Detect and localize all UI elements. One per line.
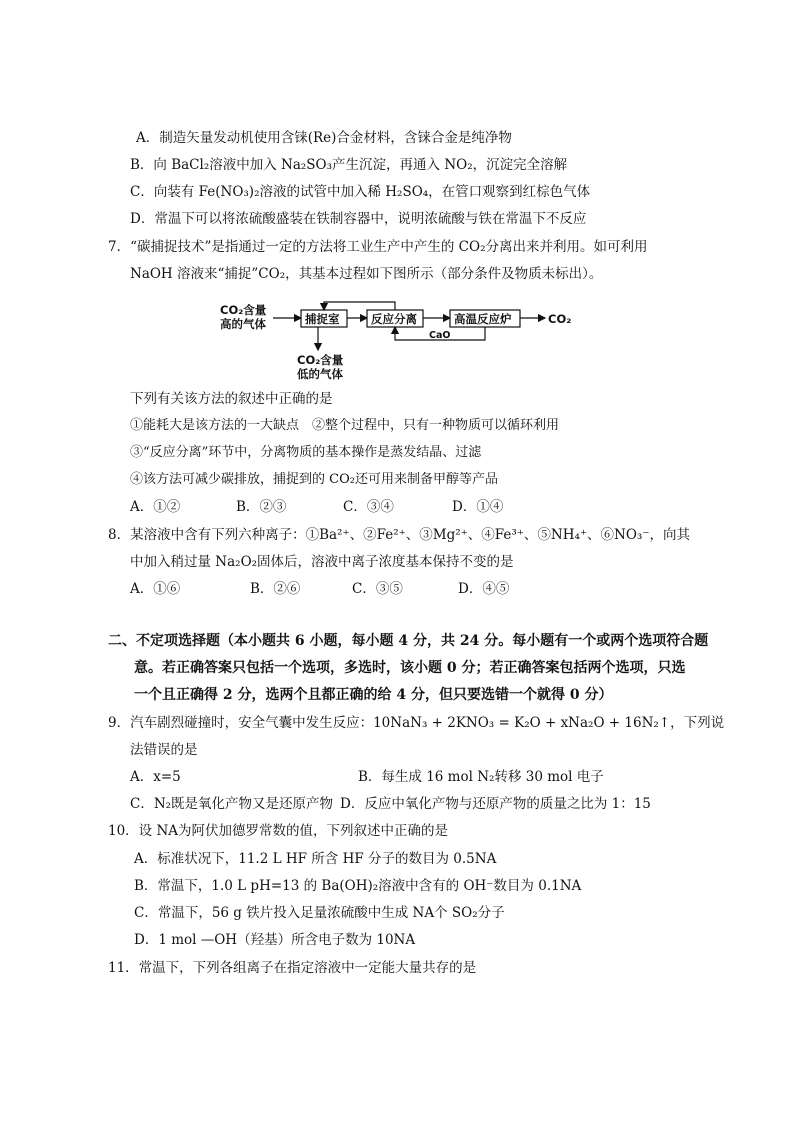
capture-chamber-label: 捕捉室 <box>305 312 340 326</box>
q9-option-c: C．N₂既是氧化产物又是还原产物 <box>130 796 334 812</box>
q6-option-d: D．常温下可以将浓硫酸盛装在铁制容器中，说明浓硫酸与铁在常温下不反应 <box>130 211 587 227</box>
q6-option-a: A．制造矢量发动机使用含铼(Re)合金材料，含铼合金是纯净物 <box>136 130 512 146</box>
q6-option-b: B．向 BaCl₂溶液中加入 Na₂SO₃产生沉淀，再通入 NO₂，沉淀完全溶解 <box>130 157 568 173</box>
recycle-arrow-top <box>324 302 395 310</box>
q7-stem-line1: 7．“碳捕捉技术”是指通过一定的方法将工业生产中产生的 CO₂分离出来并利用。如可利用 <box>108 239 648 255</box>
q6-option-c: C．向装有 Fe(NO₃)₂溶液的试管中加入稀 H₂SO₄，在管口观察到红棕色气体 <box>130 184 591 200</box>
q8-stem-line1: 8．某溶液中含有下列六种离子：①Ba²⁺、②Fe²⁺、③Mg²⁺、④Fe³⁺、⑤NH₄⁺、⑥NO₃⁻，向其 <box>108 527 690 543</box>
q10-option-b: B．常温下，1.0 L pH=13 的 Ba(OH)₂溶液中含有的 OH⁻数目为 0.1NA <box>134 878 582 894</box>
q7-statement-4: ④该方法可减少碳排放，捕捉到的 CO₂还可用来制备甲醇等产品 <box>130 472 498 487</box>
q7-statement-3: ③“反应分离”环节中，分离物质的基本操作是蒸发结晶、过滤 <box>130 445 482 460</box>
high-temp-furnace-label: 高温反应炉 <box>454 312 512 326</box>
q9-option-a: A．x=5 <box>130 769 181 785</box>
q11-stem: 11．常温下，下列各组离子在指定溶液中一定能大量共存的是 <box>108 960 477 976</box>
reaction-separation-label: 反应分离 <box>371 312 417 326</box>
q10-option-d: D．1 mol —OH（羟基）所含电子数为 10NA <box>134 932 416 948</box>
q10-stem: 10．设 NA为阿伏加德罗常数的值，下列叙述中正确的是 <box>108 823 449 839</box>
carbon-capture-diagram <box>215 300 595 385</box>
section2-heading-line1: 二、不定项选择题（本小题共 6 小题，每小题 4 分，共 24 分。每小题有一个或两个选项符合题 <box>108 633 709 649</box>
q9-option-d: D．反应中氧化产物与还原产物的质量之比为 1：15 <box>340 796 651 812</box>
q10-option-c: C．常温下，56 g 铁片投入足量浓硫酸中生成 NA个 SO₂分子 <box>134 905 505 921</box>
q8-option-a: A．①⑥ <box>130 581 181 597</box>
q9-stem-line1: 9．汽车剧烈碰撞时，安全气囊中发生反应：10NaN₃ + 2KNO₃ = K₂O + xNa₂O + 16N₂↑，下列说 <box>108 715 725 731</box>
input-gas-label-2: 高的气体 <box>220 317 266 331</box>
q7-option-b: B．②③ <box>236 499 287 515</box>
output-co2-label: CO₂ <box>548 312 572 326</box>
low-gas-label-1: CO₂含量 <box>297 353 344 367</box>
cao-label: CaO <box>429 330 451 341</box>
section2-heading-line3: 一个且正确得 2 分，选两个且都正确的给 4 分，但只要选错一个就得 0 分） <box>134 687 613 703</box>
q8-option-b: B．②⑥ <box>250 581 301 597</box>
q7-option-d: D．①④ <box>452 499 504 515</box>
q9-stem-line2: 法错误的是 <box>130 742 198 758</box>
q8-stem-line2: 中加入稍过量 Na₂O₂固体后，溶液中离子浓度基本保持不变的是 <box>130 554 514 570</box>
low-gas-label-2: 低的气体 <box>297 367 343 381</box>
q7-question: 下列有关该方法的叙述中正确的是 <box>130 391 333 407</box>
q7-option-c: C．③④ <box>343 499 394 515</box>
input-gas-label-1: CO₂含量 <box>220 303 267 317</box>
q10-option-a: A．标准状况下，11.2 L HF 所含 HF 分子的数目为 0.5NA <box>134 851 497 867</box>
section2-heading-line2: 意。若正确答案只包括一个选项，多选时，该小题 0 分；若正确答案包括两个选项，只选 <box>134 660 686 676</box>
q8-option-c: C．③⑤ <box>352 581 403 597</box>
q8-option-d: D．④⑤ <box>458 581 510 597</box>
q7-statement-1-2: ①能耗大是该方法的一大缺点 ②整个过程中，只有一种物质可以循环利用 <box>130 418 560 433</box>
q9-option-b: B．每生成 16 mol N₂转移 30 mol 电子 <box>358 769 604 785</box>
q7-stem-line2: NaOH 溶液来“捕捉”CO₂，其基本过程如下图所示（部分条件及物质未标出）。 <box>130 266 603 282</box>
q7-option-a: A．①② <box>130 499 181 515</box>
